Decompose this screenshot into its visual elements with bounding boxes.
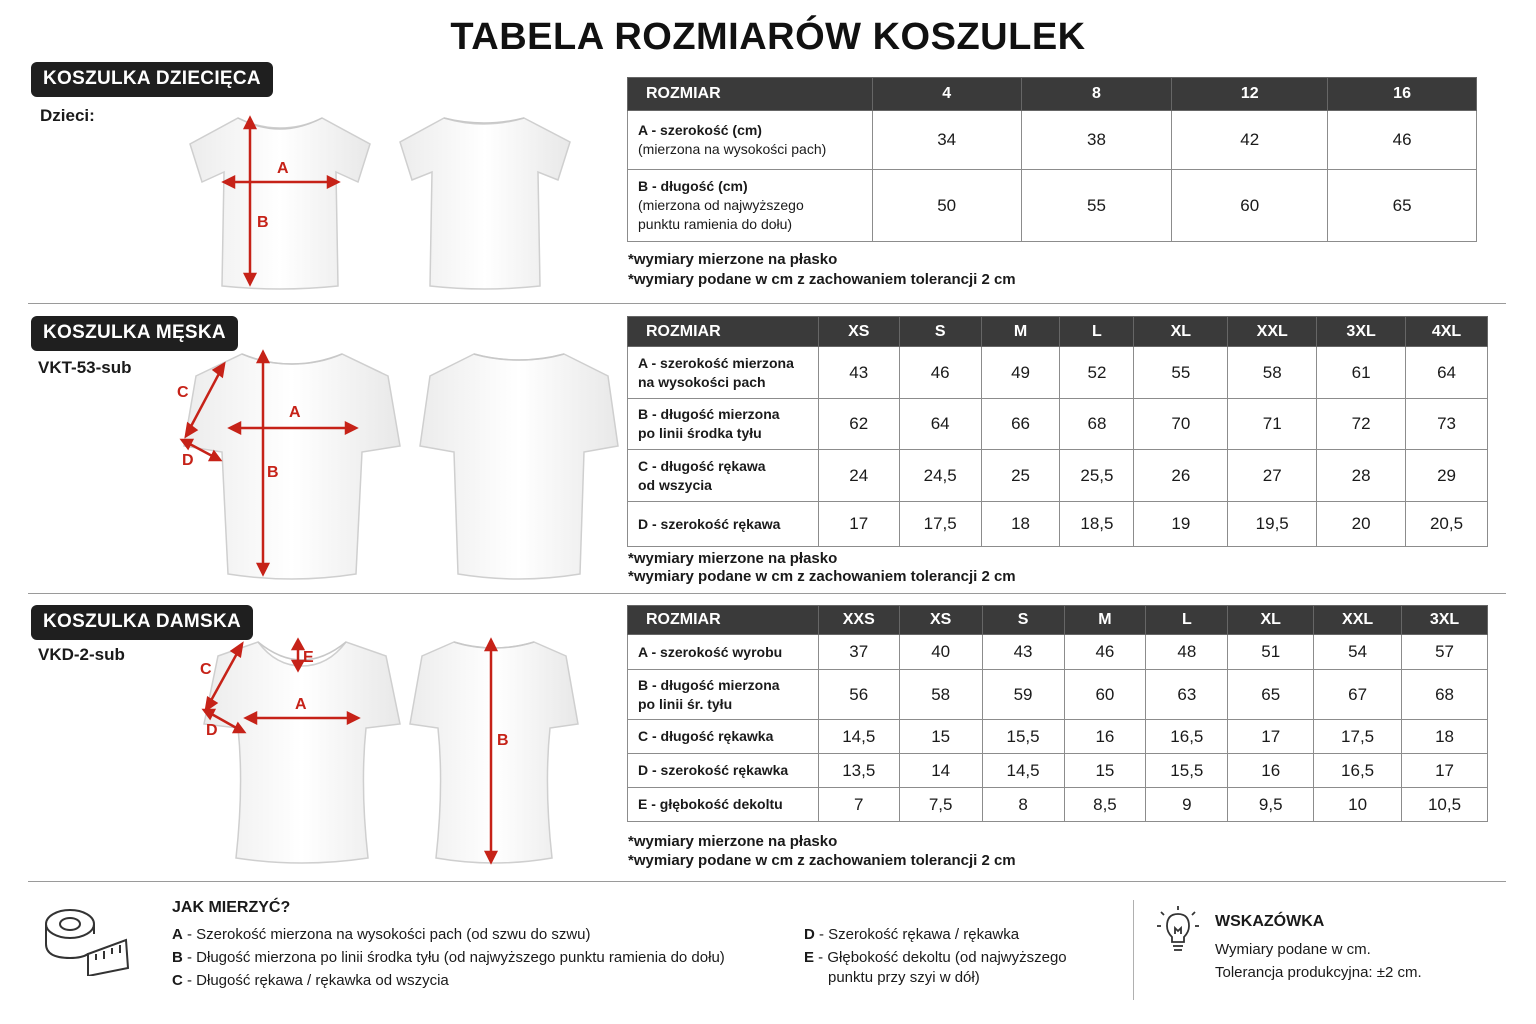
table-cell: 58 [1228,347,1317,399]
men-subtitle: VKT-53-sub [38,358,132,377]
table-cell: 64 [1406,347,1488,399]
howto-key: B [172,949,183,966]
kids-size-col: 12 [1172,78,1328,111]
section-divider [28,303,1506,304]
men-size-col: XL [1134,317,1228,347]
tip-line: Tolerancja produkcyjna: ±2 cm. [1215,964,1422,981]
howto-key: D [804,926,815,943]
row-label-main: A - szerokość (cm) [638,122,762,138]
row-label-detail: (mierzona od najwyższego [638,197,804,213]
howto-text: - Głębokość dekoltu (od najwyższego [814,949,1067,966]
men-shirt-back-illustration [414,348,624,588]
kids-header-row [628,78,1477,111]
table-cell: 9 [1146,788,1228,822]
table-cell: 60 [1172,170,1328,242]
row-label-detail: punktu ramienia do dołu) [638,216,793,232]
table-cell: 49 [981,347,1060,399]
men-header-label: ROZMIAR [628,317,819,347]
howto-item-b [172,949,725,966]
row-label-line: B - długość mierzona [638,406,780,422]
table-cell: 28 [1317,450,1406,502]
table-row [628,720,1488,754]
row-label-line: po linii śr. tyłu [638,695,733,712]
table-cell: 27 [1228,450,1317,502]
table-cell: 16,5 [1146,720,1228,754]
table-cell: 64 [899,399,981,450]
table-cell: 13,5 [818,754,899,788]
table-cell: 38 [1021,111,1172,170]
table-cell: 67 [1314,670,1402,720]
women-marker-c: C [200,661,212,678]
women-size-col: XXL [1314,606,1402,635]
table-cell: 54 [1314,635,1402,670]
table-cell: 17,5 [899,502,981,547]
kids-arrows [180,110,380,295]
table-cell: 24 [818,450,899,502]
table-cell: 18,5 [1060,502,1134,547]
table-cell: 17 [818,502,899,547]
row-label [628,111,873,170]
howto-title: JAK MIERZYĆ? [172,899,291,916]
men-marker-a: A [289,404,301,421]
table-cell: 37 [818,635,899,670]
note-line: *wymiary mierzone na płasko [628,550,838,567]
row-label [628,502,819,547]
men-size-col: L [1060,317,1134,347]
women-shirt-front-illustration [196,636,408,868]
row-label [628,670,819,720]
row-label [628,399,819,450]
table-cell: 62 [818,399,899,450]
table-row [628,347,1488,399]
row-label-line: od wszycia [638,476,712,493]
row-label-line: na wysokości pach [638,373,766,390]
howto-key: C [172,972,183,989]
table-cell: 15 [899,720,982,754]
row-label-line: E - głębokość dekoltu [638,796,783,812]
row-label-line: B - długość mierzona [638,676,780,693]
women-marker-d: D [206,722,218,739]
men-size-table [627,316,1488,547]
row-label [628,170,873,242]
lightbulb-icon [1155,904,1201,954]
kids-marker-a: A [277,160,289,177]
women-size-col: M [1064,606,1146,635]
note-line: *wymiary mierzone na płasko [628,833,838,850]
table-cell: 63 [1146,670,1228,720]
table-cell: 17 [1228,720,1314,754]
table-cell: 7 [818,788,899,822]
table-cell: 17,5 [1314,720,1402,754]
section-divider [28,881,1506,882]
howto-text: - Szerokość rękawa / rękawka [814,926,1020,943]
table-cell: 20,5 [1406,502,1488,547]
row-label-detail: (mierzona na wysokości pach) [638,141,827,157]
table-cell: 65 [1228,670,1314,720]
table-cell: 24,5 [899,450,981,502]
table-cell: 25,5 [1060,450,1134,502]
row-label-main: B - długość (cm) [638,178,748,194]
kids-subtitle: Dzieci: [40,106,95,125]
kids-shirt-back-illustration [392,110,577,295]
table-cell: 68 [1402,670,1488,720]
howto-item-d [804,926,1019,943]
table-cell: 15,5 [1146,754,1228,788]
men-shirt-front-illustration [176,348,408,588]
kids-section-badge: KOSZULKA DZIECIĘCA [31,62,273,97]
table-cell: 73 [1406,399,1488,450]
table-cell: 25 [981,450,1060,502]
table-row [628,635,1488,670]
page-title: TABELA ROZMIARÓW KOSZULEK [450,16,1086,58]
note-line: *wymiary podane w cm z zachowaniem tolerancji 2 cm [628,852,1016,869]
howto-key: E [804,949,815,966]
table-row [628,450,1488,502]
table-row [628,170,1477,242]
table-cell: 10 [1314,788,1402,822]
women-size-col: XXS [818,606,899,635]
howto-text: - Długość rękawa / rękawka od wszycia [182,972,449,989]
howto-text: - Długość mierzona po linii środka tyłu (od najwyższego punktu ramienia do dołu) [182,949,725,966]
table-row [628,502,1488,547]
row-label-line: D - szerokość rękawa [638,515,781,532]
women-size-col: XS [899,606,982,635]
table-cell: 19 [1134,502,1228,547]
table-cell: 48 [1146,635,1228,670]
row-label [628,754,819,788]
table-cell: 18 [981,502,1060,547]
table-cell: 7,5 [899,788,982,822]
women-header-label: ROZMIAR [628,606,819,635]
table-cell: 43 [818,347,899,399]
note-line: *wymiary mierzone na płasko [628,251,838,268]
table-cell: 40 [899,635,982,670]
table-cell: 14,5 [818,720,899,754]
table-row [628,111,1477,170]
men-marker-c: C [177,384,189,401]
table-cell: 10,5 [1402,788,1488,822]
table-cell: 16 [1064,720,1146,754]
howto-item-a [172,926,591,943]
row-label-line: A - szerokość wyrobu [638,643,783,660]
women-size-col: 3XL [1402,606,1488,635]
row-label [628,450,819,502]
table-cell: 16,5 [1314,754,1402,788]
table-cell: 19,5 [1228,502,1317,547]
men-size-col: M [981,317,1060,347]
women-shirt-back-illustration [406,636,582,868]
table-cell: 59 [982,670,1064,720]
table-cell: 55 [1134,347,1228,399]
howto-item-c [172,972,449,989]
measuring-tape-icon [42,904,132,976]
table-cell: 66 [981,399,1060,450]
kids-size-table [627,77,1477,242]
table-cell: 50 [872,170,1021,242]
table-cell: 42 [1172,111,1328,170]
women-subtitle: VKD-2-sub [38,645,125,664]
note-line: *wymiary podane w cm z zachowaniem tolerancji 2 cm [628,568,1016,585]
table-row [628,670,1488,720]
row-label-line: A - szerokość mierzona [638,354,794,371]
women-section-badge: KOSZULKA DAMSKA [31,605,253,640]
section-divider [28,593,1506,594]
table-cell: 17 [1402,754,1488,788]
table-cell: 18 [1402,720,1488,754]
women-marker-a: A [295,696,307,713]
table-cell: 52 [1060,347,1134,399]
men-size-col: XS [818,317,899,347]
women-header-row [628,606,1488,635]
table-cell: 46 [899,347,981,399]
tip-title: WSKAZÓWKA [1215,913,1325,930]
men-section-badge: KOSZULKA MĘSKA [31,316,238,351]
women-size-col: S [982,606,1064,635]
kids-marker-b: B [257,214,269,231]
table-cell: 8 [982,788,1064,822]
row-label [628,720,819,754]
table-cell: 9,5 [1228,788,1314,822]
table-cell: 68 [1060,399,1134,450]
table-cell: 15,5 [982,720,1064,754]
howto-text: - Szerokość mierzona na wysokości pach (od szwu do szwu) [182,926,591,943]
women-marker-b: B [497,732,509,749]
kids-notes [628,250,1016,290]
women-marker-e: E [303,649,314,666]
table-cell: 65 [1328,170,1477,242]
kids-size-col: 4 [872,78,1021,111]
table-cell: 15 [1064,754,1146,788]
table-cell: 58 [899,670,982,720]
table-cell: 55 [1021,170,1172,242]
men-marker-b: B [267,464,279,481]
howto-item-e [804,949,1067,966]
table-cell: 61 [1317,347,1406,399]
women-size-col: L [1146,606,1228,635]
row-label [628,788,819,822]
table-row [628,399,1488,450]
footer-divider [1133,900,1134,1000]
table-cell: 71 [1228,399,1317,450]
table-cell: 26 [1134,450,1228,502]
howto-key: A [172,926,183,943]
table-cell: 72 [1317,399,1406,450]
table-cell: 70 [1134,399,1228,450]
row-label-line: C - długość rękawka [638,728,774,744]
men-size-col: 3XL [1317,317,1406,347]
kids-size-col: 8 [1021,78,1172,111]
row-label-line: D - szerokość rękawka [638,762,789,778]
men-size-col: S [899,317,981,347]
table-cell: 57 [1402,635,1488,670]
kids-header-label: ROZMIAR [628,78,873,111]
table-row [628,788,1488,822]
row-label-line: C - długość rękawa [638,457,766,474]
note-line: *wymiary podane w cm z zachowaniem tolerancji 2 cm [628,271,1016,288]
table-cell: 56 [818,670,899,720]
table-cell: 46 [1064,635,1146,670]
table-cell: 14 [899,754,982,788]
row-label-line: po linii środka tyłu [638,425,762,441]
table-cell: 14,5 [982,754,1064,788]
men-notes [628,550,1016,586]
women-size-table [627,605,1488,822]
table-cell: 43 [982,635,1064,670]
table-cell: 20 [1317,502,1406,547]
table-cell: 51 [1228,635,1314,670]
howto-item-e-cont: punktu przy szyi w dół) [828,969,980,986]
women-size-col: XL [1228,606,1314,635]
table-cell: 29 [1406,450,1488,502]
row-label [628,347,819,399]
row-label [628,635,819,670]
table-cell: 60 [1064,670,1146,720]
table-cell: 46 [1328,111,1477,170]
men-marker-d: D [182,452,194,469]
table-row [628,754,1488,788]
kids-size-col: 16 [1328,78,1477,111]
table-cell: 8,5 [1064,788,1146,822]
women-notes [628,832,1016,870]
men-size-col: XXL [1228,317,1317,347]
table-cell: 16 [1228,754,1314,788]
table-cell: 34 [872,111,1021,170]
men-header-row [628,317,1488,347]
tip-line: Wymiary podane w cm. [1215,941,1371,958]
men-size-col: 4XL [1406,317,1488,347]
